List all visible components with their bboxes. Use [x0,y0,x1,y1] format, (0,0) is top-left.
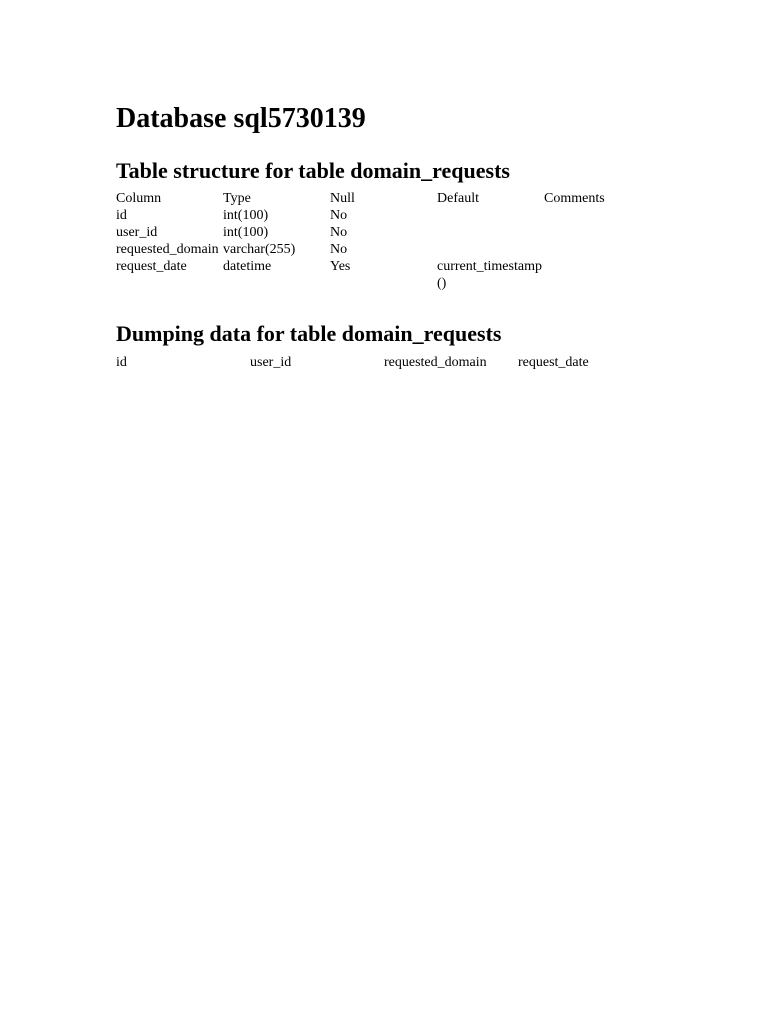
cell-comments [544,224,651,241]
dump-table [116,354,652,371]
cell-comments [544,241,651,258]
structure-heading: Table structure for table domain_requests [116,158,510,183]
table-row [116,241,651,258]
header-null: Null [330,191,355,206]
cell-type: int(100) [223,225,269,240]
header-type: Type [223,191,251,206]
cell-column: requested_domain [116,242,219,257]
table-row [116,207,651,224]
cell-comments [544,207,651,224]
cell-null: No [330,225,348,240]
dump-heading: Dumping data for table domain_requests [116,321,502,346]
structure-header-row [116,190,651,207]
cell-null: Yes [330,259,351,274]
cell-default [437,224,544,241]
header-default: Default [437,191,479,206]
cell-column: user_id [116,225,158,240]
cell-default: current_timestamp() [437,259,542,291]
cell-type: varchar(255) [223,242,296,257]
dump-header-request-date: request_date [518,355,589,370]
dump-header-id: id [116,355,127,370]
cell-column: id [116,208,127,223]
table-row [116,258,651,292]
cell-type: datetime [223,259,272,274]
cell-default [437,207,544,224]
cell-comments [544,258,651,292]
header-column: Column [116,191,162,206]
cell-null: No [330,208,348,223]
cell-type: int(100) [223,208,269,223]
cell-column: request_date [116,259,187,274]
structure-table [116,190,651,292]
dump-header-row [116,354,652,371]
header-comments: Comments [544,191,605,206]
table-row [116,224,651,241]
cell-default [437,241,544,258]
dump-header-requested-domain: requested_domain [384,355,487,370]
cell-null: No [330,242,348,257]
dump-header-user-id: user_id [250,355,292,370]
database-title: Database sql5730139 [116,103,366,134]
